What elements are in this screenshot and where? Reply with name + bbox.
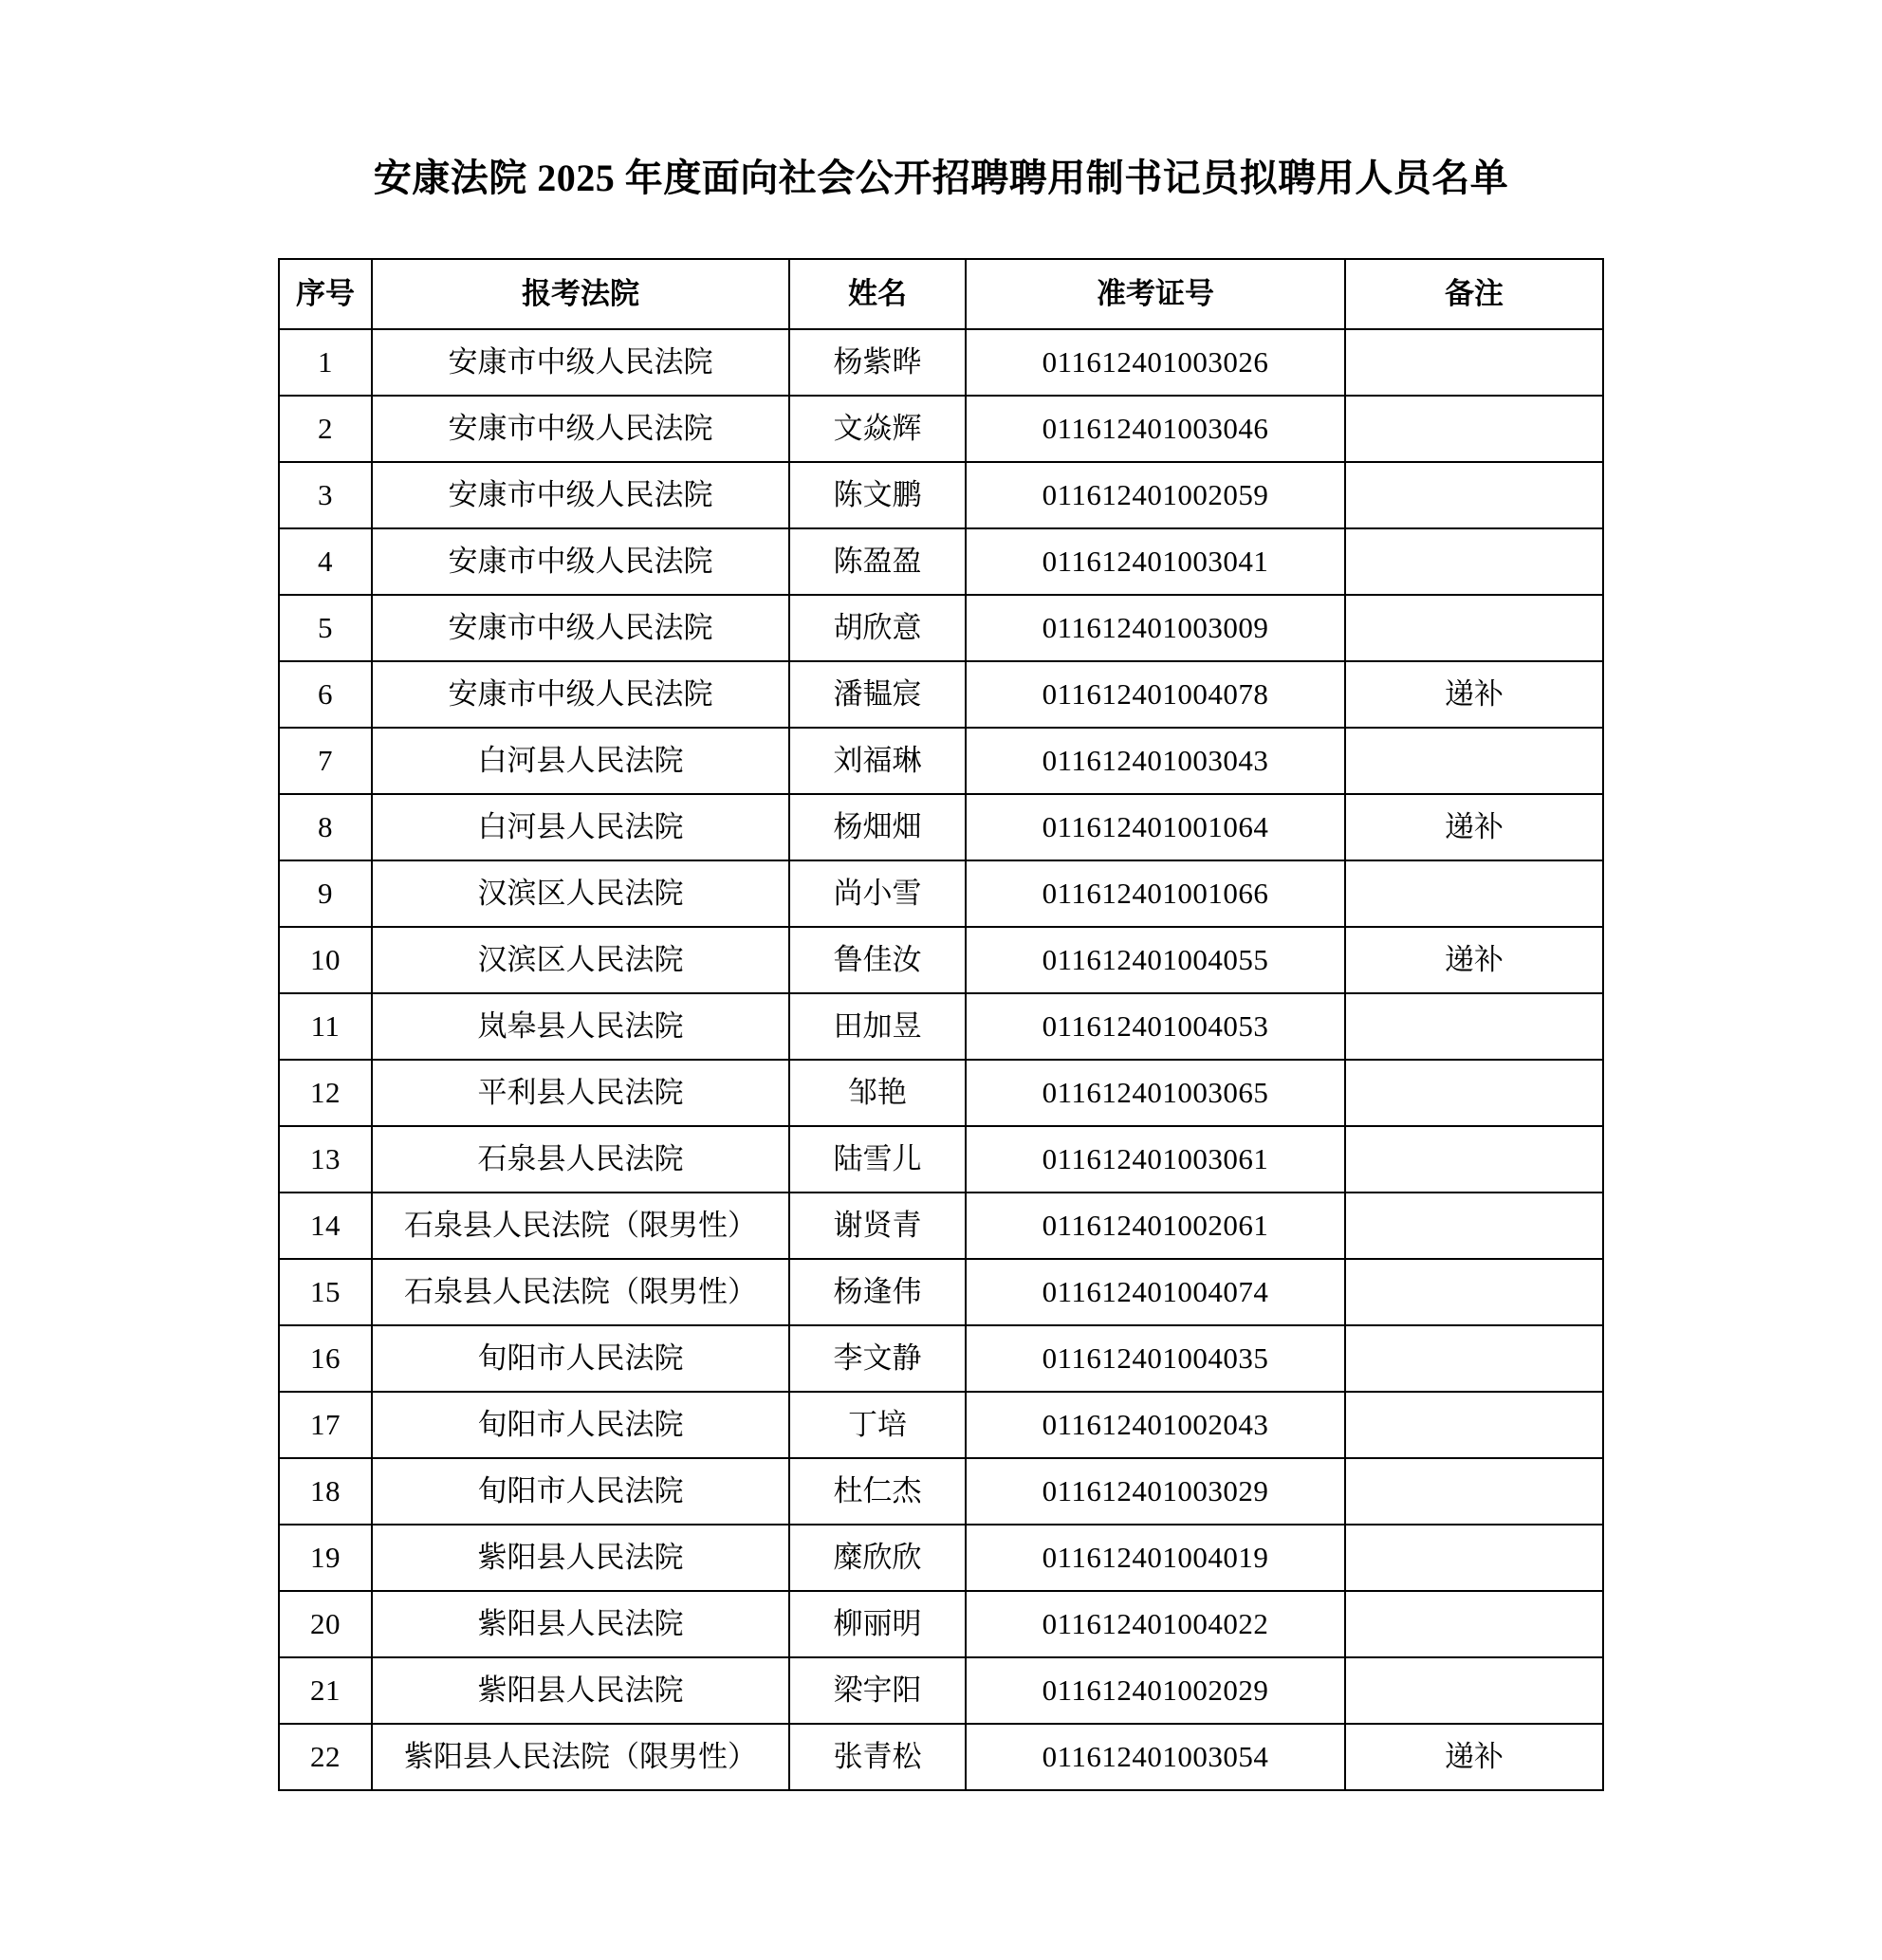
column-header-name: 姓名 [789,259,966,329]
cell-court: 汉滨区人民法院 [372,927,789,993]
page-title: 安康法院 2025 年度面向社会公开招聘聘用制书记员拟聘用人员名单 [373,157,1509,199]
cell-index: 8 [279,794,372,860]
cell-index: 17 [279,1392,372,1458]
cell-note: 递补 [1345,794,1603,860]
table-row [279,1392,1603,1458]
cell-court: 紫阳县人民法院 [372,1657,789,1724]
cell-note [1345,1657,1603,1724]
cell-court: 旬阳市人民法院 [372,1392,789,1458]
cell-index: 11 [279,993,372,1060]
cell-name: 刘福琳 [789,728,966,794]
column-header-admission-no: 准考证号 [966,259,1345,329]
cell-admission-no: 011612401003041 [966,528,1345,595]
cell-admission-no: 011612401003061 [966,1126,1345,1193]
cell-note [1345,329,1603,396]
cell-name: 李文静 [789,1325,966,1392]
cell-court: 石泉县人民法院（限男性） [372,1193,789,1259]
table-row [279,1325,1603,1392]
cell-index: 9 [279,860,372,927]
cell-index: 7 [279,728,372,794]
table-row [279,1126,1603,1193]
cell-note [1345,528,1603,595]
cell-name: 陈盈盈 [789,528,966,595]
cell-index: 4 [279,528,372,595]
cell-court: 紫阳县人民法院 [372,1591,789,1657]
cell-admission-no: 011612401004035 [966,1325,1345,1392]
table-row [279,528,1603,595]
cell-admission-no: 011612401004053 [966,993,1345,1060]
table-row [279,1657,1603,1724]
cell-admission-no: 011612401001066 [966,860,1345,927]
cell-index: 18 [279,1458,372,1525]
cell-court: 平利县人民法院 [372,1060,789,1126]
cell-admission-no: 011612401001064 [966,794,1345,860]
cell-index: 1 [279,329,372,396]
cell-name: 杜仁杰 [789,1458,966,1525]
cell-note [1345,1591,1603,1657]
cell-note [1345,1392,1603,1458]
cell-note [1345,462,1603,528]
cell-admission-no: 011612401003029 [966,1458,1345,1525]
cell-note [1345,1458,1603,1525]
cell-note [1345,860,1603,927]
cell-name: 柳丽明 [789,1591,966,1657]
column-header-index: 序号 [279,259,372,329]
cell-index: 5 [279,595,372,661]
cell-name: 潘韫宸 [789,661,966,728]
cell-admission-no: 011612401002043 [966,1392,1345,1458]
cell-admission-no: 011612401003009 [966,595,1345,661]
table-row [279,396,1603,462]
cell-note: 递补 [1345,1724,1603,1790]
cell-court: 安康市中级人民法院 [372,462,789,528]
cell-court: 安康市中级人民法院 [372,595,789,661]
table-row [279,661,1603,728]
table-row [279,993,1603,1060]
cell-name: 文焱辉 [789,396,966,462]
cell-admission-no: 011612401004055 [966,927,1345,993]
cell-note [1345,1193,1603,1259]
cell-note [1345,1525,1603,1591]
cell-index: 22 [279,1724,372,1790]
cell-name: 张青松 [789,1724,966,1790]
cell-index: 15 [279,1259,372,1325]
cell-admission-no: 011612401004019 [966,1525,1345,1591]
cell-index: 13 [279,1126,372,1193]
cell-index: 3 [279,462,372,528]
cell-court: 白河县人民法院 [372,728,789,794]
cell-name: 杨逢伟 [789,1259,966,1325]
cell-note: 递补 [1345,661,1603,728]
cell-note: 递补 [1345,927,1603,993]
table-header [279,259,1603,329]
table-row [279,595,1603,661]
cell-index: 2 [279,396,372,462]
cell-index: 6 [279,661,372,728]
cell-admission-no: 011612401003054 [966,1724,1345,1790]
cell-admission-no: 011612401003026 [966,329,1345,396]
cell-name: 谢贤青 [789,1193,966,1259]
cell-note [1345,1325,1603,1392]
cell-note [1345,1060,1603,1126]
table-row [279,462,1603,528]
cell-name: 糜欣欣 [789,1525,966,1591]
cell-admission-no: 011612401004074 [966,1259,1345,1325]
cell-name: 尚小雪 [789,860,966,927]
cell-name: 胡欣意 [789,595,966,661]
cell-note [1345,396,1603,462]
column-header-court: 报考法院 [372,259,789,329]
cell-index: 16 [279,1325,372,1392]
cell-admission-no: 011612401003046 [966,396,1345,462]
cell-admission-no: 011612401004078 [966,661,1345,728]
cell-index: 12 [279,1060,372,1126]
cell-name: 杨紫晔 [789,329,966,396]
cell-court: 旬阳市人民法院 [372,1458,789,1525]
cell-index: 19 [279,1525,372,1591]
table-row [279,1458,1603,1525]
column-header-note: 备注 [1345,259,1603,329]
cell-court: 石泉县人民法院 [372,1126,789,1193]
table-row [279,927,1603,993]
cell-court: 安康市中级人民法院 [372,528,789,595]
table-row [279,329,1603,396]
cell-name: 陈文鹏 [789,462,966,528]
cell-admission-no: 011612401003043 [966,728,1345,794]
cell-index: 14 [279,1193,372,1259]
cell-admission-no: 011612401002029 [966,1657,1345,1724]
cell-court: 岚皋县人民法院 [372,993,789,1060]
cell-court: 石泉县人民法院（限男性） [372,1259,789,1325]
cell-name: 田加昱 [789,993,966,1060]
cell-court: 安康市中级人民法院 [372,396,789,462]
cell-name: 鲁佳汝 [789,927,966,993]
table-row [279,1060,1603,1126]
cell-court: 安康市中级人民法院 [372,329,789,396]
cell-name: 陆雪儿 [789,1126,966,1193]
cell-court: 旬阳市人民法院 [372,1325,789,1392]
cell-court: 白河县人民法院 [372,794,789,860]
table-row [279,728,1603,794]
cell-name: 邹艳 [789,1060,966,1126]
table-row [279,1591,1603,1657]
cell-name: 杨畑畑 [789,794,966,860]
cell-index: 20 [279,1591,372,1657]
cell-admission-no: 011612401003065 [966,1060,1345,1126]
cell-admission-no: 011612401002059 [966,462,1345,528]
table-row [279,1193,1603,1259]
table-body [279,329,1603,1790]
cell-index: 21 [279,1657,372,1724]
cell-note [1345,993,1603,1060]
cell-court: 安康市中级人民法院 [372,661,789,728]
cell-note [1345,1259,1603,1325]
cell-court: 紫阳县人民法院 [372,1525,789,1591]
cell-name: 梁宇阳 [789,1657,966,1724]
cell-name: 丁培 [789,1392,966,1458]
table-header-row [279,259,1603,329]
cell-index: 10 [279,927,372,993]
cell-note [1345,1126,1603,1193]
cell-court: 汉滨区人民法院 [372,860,789,927]
table-row [279,794,1603,860]
cell-note [1345,595,1603,661]
table-row [279,860,1603,927]
hiring-roster-table [278,258,1604,1791]
cell-admission-no: 011612401004022 [966,1591,1345,1657]
cell-admission-no: 011612401002061 [966,1193,1345,1259]
cell-court: 紫阳县人民法院（限男性） [372,1724,789,1790]
table-row [279,1525,1603,1591]
table-row [279,1724,1603,1790]
cell-note [1345,728,1603,794]
table-row [279,1259,1603,1325]
